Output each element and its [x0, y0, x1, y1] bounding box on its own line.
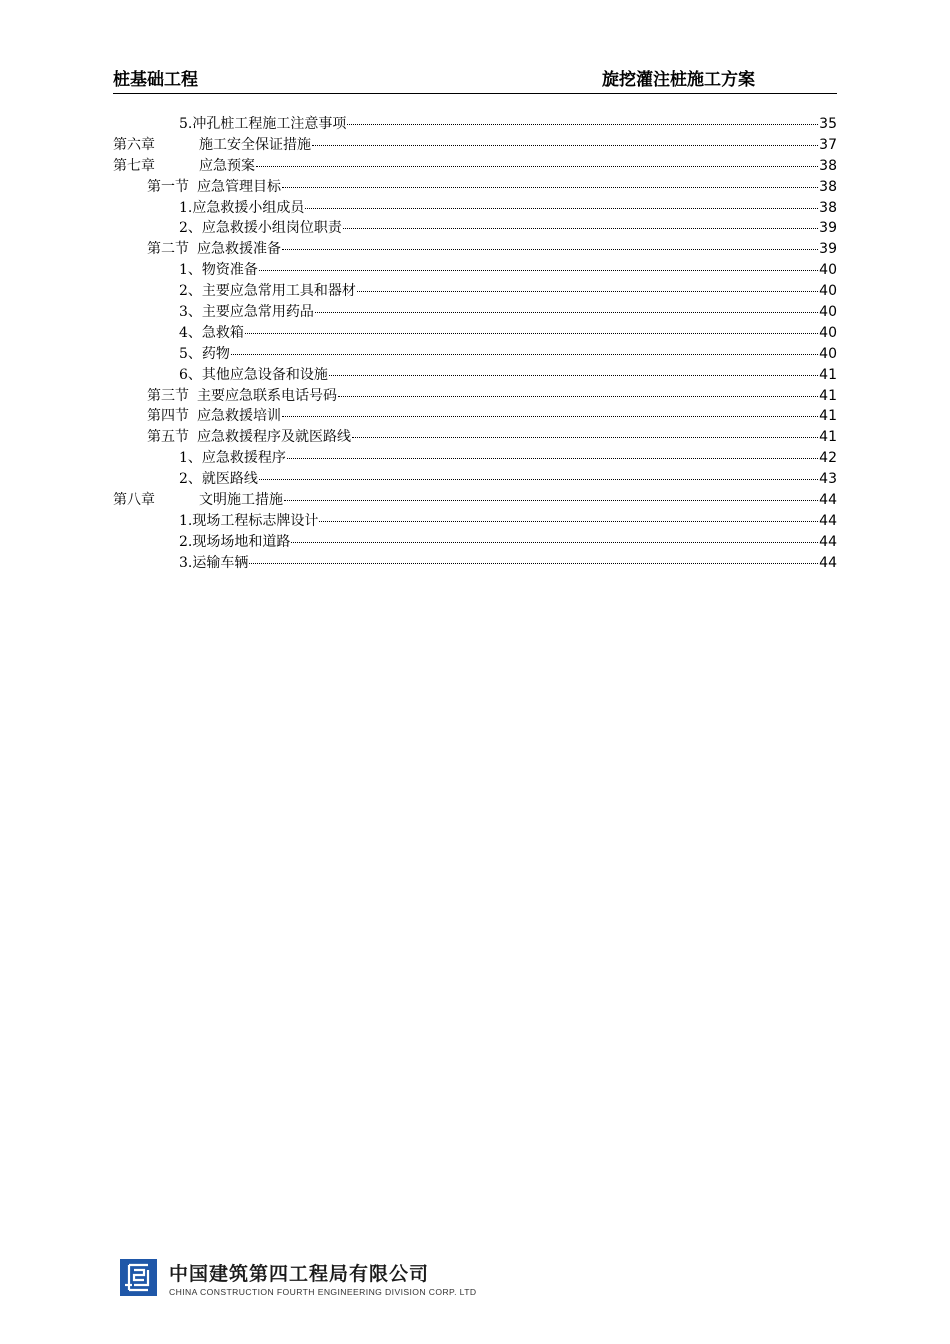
toc-entry-label — [179, 344, 230, 365]
toc-entry[interactable] — [113, 302, 837, 323]
toc-dot-leader — [231, 354, 818, 355]
toc-entry-number: 第四节 — [147, 408, 189, 425]
toc-entry[interactable] — [113, 511, 837, 532]
toc-entry-label — [179, 281, 356, 302]
toc-page-number: 41 — [819, 429, 837, 446]
toc-dot-leader — [282, 187, 818, 188]
toc-page-number: 40 — [819, 304, 837, 321]
toc-entry-title: 应急管理目标 — [197, 178, 281, 195]
toc-entry[interactable] — [113, 427, 837, 448]
table-of-contents — [113, 114, 837, 574]
toc-entry-title: 3.运输车辆 — [179, 554, 249, 571]
toc-entry-title: 5.冲孔桩工程施工注意事项 — [179, 116, 347, 132]
toc-entry-title: 施工安全保证措施 — [199, 136, 311, 153]
toc-entry[interactable] — [113, 406, 837, 427]
toc-dot-leader — [305, 208, 818, 209]
toc-entry[interactable] — [113, 198, 837, 219]
toc-entry[interactable] — [113, 260, 837, 281]
toc-entry-title: 2、就医路线 — [179, 471, 258, 488]
toc-entry-label — [179, 198, 304, 219]
toc-entry-title: 应急救援准备 — [197, 241, 281, 258]
toc-entry-label — [113, 490, 283, 511]
footer-company-name-en: CHINA CONSTRUCTION FOURTH ENGINEERING DIVISION CORP. LTD — [169, 1287, 477, 1297]
toc-page-number: 44 — [819, 512, 837, 529]
toc-entry-label — [179, 114, 346, 135]
toc-dot-leader — [315, 312, 818, 313]
toc-page-number: 38 — [819, 199, 837, 216]
toc-entry[interactable] — [113, 469, 837, 490]
toc-entry-label — [113, 135, 311, 156]
toc-entry-label — [179, 260, 258, 281]
toc-dot-leader — [347, 124, 818, 125]
toc-entry-number: 第一节 — [147, 178, 189, 195]
toc-entry[interactable] — [113, 323, 837, 344]
toc-entry-label — [147, 406, 281, 427]
toc-entry[interactable] — [113, 365, 837, 386]
footer-company-name-cn: 中国建筑第四工程局有限公司 — [169, 1263, 430, 1285]
toc-page-number: 41 — [819, 366, 837, 383]
toc-dot-leader — [259, 270, 818, 271]
toc-entry-title: 1.应急救援小组成员 — [179, 199, 305, 216]
toc-entry-title: 应急救援程序及就医路线 — [197, 429, 351, 446]
header-project-name: 桩基础工程 — [113, 70, 198, 90]
toc-page-number: 39 — [819, 220, 837, 237]
toc-entry[interactable] — [113, 344, 837, 365]
toc-entry[interactable] — [113, 239, 837, 260]
toc-entry-number: 第六章 — [113, 136, 155, 153]
toc-entry-label — [179, 218, 342, 239]
toc-dot-leader — [329, 375, 818, 376]
header-document-title: 旋挖灌注桩施工方案 — [602, 70, 755, 90]
toc-entry-title: 3、主要应急常用药品 — [179, 304, 314, 321]
toc-dot-leader — [282, 249, 818, 250]
toc-entry[interactable] — [113, 490, 837, 511]
toc-entry-title: 主要应急联系电话号码 — [197, 387, 337, 404]
toc-entry-title: 2.现场场地和道路 — [179, 533, 291, 550]
toc-page-number: 44 — [819, 492, 837, 509]
toc-entry-number: 第三节 — [147, 387, 189, 404]
toc-entry-number: 第二节 — [147, 241, 189, 258]
toc-entry-label — [147, 386, 337, 407]
toc-dot-leader — [352, 437, 818, 438]
cscec-logo-icon — [120, 1259, 157, 1296]
toc-entry-title: 应急救援培训 — [197, 408, 281, 425]
toc-entry-title: 2、应急救援小组岗位职责 — [179, 220, 342, 237]
toc-entry-title: 1.现场工程标志牌设计 — [179, 512, 319, 529]
toc-page-number: 41 — [819, 387, 837, 404]
toc-entry-label — [179, 365, 328, 386]
toc-dot-leader — [259, 479, 818, 480]
toc-page-number: 41 — [819, 408, 837, 425]
toc-entry-title: 应急预案 — [199, 157, 255, 174]
toc-page-number: 40 — [819, 324, 837, 341]
toc-dot-leader — [249, 563, 818, 564]
toc-entry-title: 2、主要应急常用工具和器材 — [179, 283, 356, 300]
toc-dot-leader — [256, 166, 818, 167]
toc-entry-title: 1、应急救援程序 — [179, 450, 286, 467]
toc-page-number: 44 — [819, 554, 837, 571]
toc-entry[interactable] — [113, 448, 837, 469]
toc-entry-label — [179, 553, 248, 574]
toc-dot-leader — [282, 416, 818, 417]
toc-page-number: 43 — [819, 471, 837, 488]
toc-entry-label — [113, 156, 255, 177]
toc-entry-label — [179, 302, 314, 323]
toc-page-number: 37 — [819, 136, 837, 153]
toc-page-number: 44 — [819, 533, 837, 550]
toc-entry[interactable] — [113, 281, 837, 302]
toc-dot-leader — [338, 396, 818, 397]
toc-entry[interactable] — [113, 177, 837, 198]
toc-entry-label — [179, 323, 244, 344]
toc-page-number: 35 — [819, 116, 837, 132]
toc-page-number: 40 — [819, 283, 837, 300]
toc-dot-leader — [291, 542, 818, 543]
toc-dot-leader — [343, 228, 818, 229]
toc-dot-leader — [284, 500, 818, 501]
toc-entry-label — [147, 239, 281, 260]
toc-entry-title: 1、物资准备 — [179, 262, 258, 279]
toc-dot-leader — [319, 521, 818, 522]
toc-dot-leader — [312, 145, 818, 146]
toc-entry-label — [147, 427, 351, 448]
toc-entry-title: 4、急救箱 — [179, 324, 244, 341]
toc-entry[interactable] — [113, 553, 837, 574]
toc-entry-number: 第五节 — [147, 429, 189, 446]
toc-entry-title: 5、药物 — [179, 345, 230, 362]
toc-entry-label — [179, 469, 258, 490]
toc-entry-label — [179, 511, 318, 532]
toc-page-number: 40 — [819, 345, 837, 362]
toc-entry-label — [147, 177, 281, 198]
toc-page-number: 38 — [819, 157, 837, 174]
toc-dot-leader — [357, 291, 818, 292]
toc-entry[interactable] — [113, 135, 837, 156]
toc-dot-leader — [245, 333, 818, 334]
toc-entry[interactable] — [113, 532, 837, 553]
toc-entry-label — [179, 448, 286, 469]
toc-entry[interactable] — [113, 114, 837, 135]
toc-entry[interactable] — [113, 156, 837, 177]
toc-entry[interactable] — [113, 386, 837, 407]
toc-entry-title: 文明施工措施 — [199, 492, 283, 509]
toc-entry-number: 第八章 — [113, 492, 155, 509]
toc-entry[interactable] — [113, 218, 837, 239]
toc-entry-label — [179, 532, 290, 553]
toc-page-number: 40 — [819, 262, 837, 279]
toc-dot-leader — [287, 458, 818, 459]
toc-page-number: 38 — [819, 178, 837, 195]
toc-entry-title: 6、其他应急设备和设施 — [179, 366, 328, 383]
toc-page-number: 42 — [819, 450, 837, 467]
toc-page-number: 39 — [819, 241, 837, 258]
page-header — [113, 66, 837, 94]
toc-entry-number: 第七章 — [113, 157, 155, 174]
